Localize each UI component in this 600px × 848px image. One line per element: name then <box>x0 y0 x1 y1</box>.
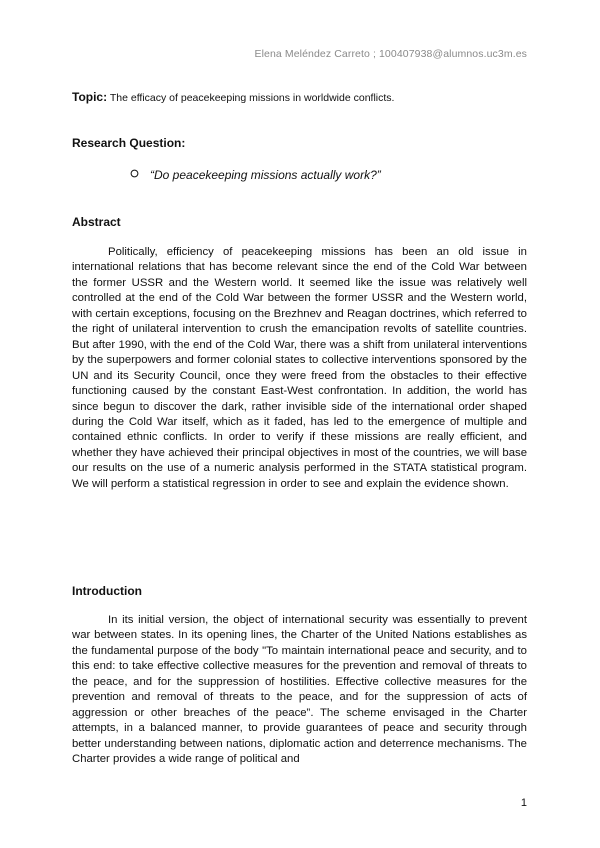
abstract-paragraph: Politically, efficiency of peacekeeping missions has been an old issue in international relations that has become relevant since the end of the Cold War between the former USSR and the Western world. It seemed like the issue was relatively well controlled at the end of the Cold War between the former USSR and the Western world, with certain exceptions, focusing on the Brezhnev and Reagan doctrines, which referred to the right of unilateral intervention to crush the emancipation revolts of satellite countries. But after 1990, with the end of the Cold War, there was a shift from unilateral interventions by the superpowers and former colonial states to collective interventions sponsored by the UN and its Security Council, once they were freed from the obstacles to their effective functioning caused by the constant East-West confrontation. In addition, the world has since begun to discover the dark, rather invisible side of the international order shaped during the Cold War itself, which as it faded, has led to the emergence of multiple and contained ethnic conflicts. In order to verify if these missions are really efficient, and whether they have achieved their principal objectives in most of the countries, we will base our results on the use of a numeric analysis performed in the STATA statistical program. We will perform a statistical regression in order to see and explain the evidence shown. <box>72 246 527 490</box>
introduction-heading: Introduction <box>72 584 142 598</box>
circle-bullet-icon <box>130 169 144 181</box>
author-header: Elena Meléndez Carreto ; 100407938@alumnos.uc3m.es <box>254 48 527 60</box>
research-question-item <box>130 168 381 182</box>
topic-line <box>72 90 528 105</box>
research-question-heading: Research Question: <box>72 136 186 150</box>
research-question-text: “Do peacekeeping missions actually work?” <box>150 168 381 182</box>
topic-text: The efficacy of peacekeeping missions in worldwide conflicts. <box>109 92 395 104</box>
abstract-heading: Abstract <box>72 215 121 229</box>
introduction-paragraph: In its initial version, the object of international security was essentially to prevent war between states. In its opening lines, the Charter of the United Nations establishes as the fundamental purpose of the body "To maintain international peace and security, and to this end: to take effective collective measures for the prevention and removal of threats to the peace, and for the suppression of hostilities. Effective collective measures for the prevention and removal of threats to the peace, and for the suppression of acts of aggression or other breaches of the peace”. The scheme envisaged in the Charter attempts, in a balanced manner, to provide guarantees of peace and security through better understanding between nations, diplomatic action and deterrence mechanisms. The Charter provides a wide range of political and <box>72 614 527 766</box>
page-number: 1 <box>520 797 527 809</box>
topic-label: Topic: <box>72 90 108 104</box>
